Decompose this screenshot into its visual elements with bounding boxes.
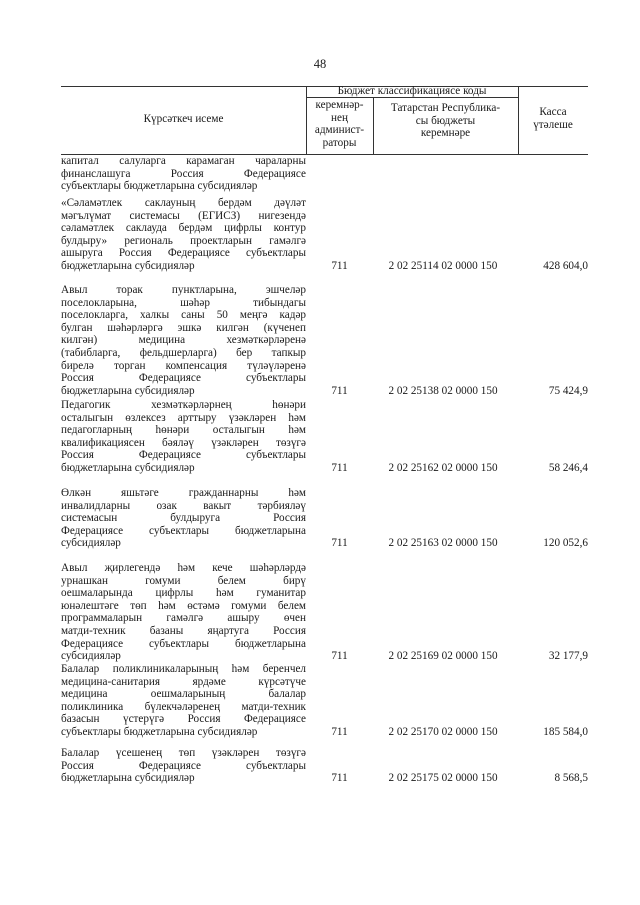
row-text-line: медицина оешмаларының балалар <box>61 688 306 701</box>
row-text-line: субъектлары бюджетларына субсидияләр <box>61 180 258 193</box>
row-administrator-code: 711 <box>331 772 348 785</box>
row-administrator-code: 711 <box>331 384 348 397</box>
row-text-line: бюджетларына субсидияләр <box>61 772 195 785</box>
page-number: 48 <box>313 57 327 71</box>
row-cash-amount: 32 177,9 <box>548 650 588 663</box>
table-row <box>61 562 306 663</box>
row-text-line: Балалар поликлиникаларының һәм беренчел <box>61 663 306 675</box>
row-text-line: Авыл торак пунктларына, эшчеләр <box>61 284 306 296</box>
row-text-line: Россия Федерациясе субъектлары <box>61 449 306 462</box>
row-cash-amount: 58 246,4 <box>548 462 588 474</box>
row-text-line: бюджетларына субсидияләр <box>61 461 195 474</box>
row-administrator-code: 711 <box>331 462 348 474</box>
table-row <box>61 487 306 550</box>
header-cash-execution: Касса үтәлеше <box>533 106 573 131</box>
row-text-line: матди-техник базаны яңартуга Россия <box>61 624 306 637</box>
row-text-line: мәгълүмат системасы (ЕГИСЗ) нигезендә <box>61 209 306 222</box>
row-administrator-code: 711 <box>331 260 348 272</box>
table-row <box>61 197 306 273</box>
row-text-line: килгән) медицина хезмәткәрләренә <box>61 334 306 347</box>
table-row <box>61 155 306 193</box>
row-administrator-code: 711 <box>331 537 348 550</box>
row-text-line: «Сәламәтлек саклауның бердәм дәүләт <box>61 197 306 209</box>
row-text-line: субсидияләр <box>61 650 121 663</box>
row-text-line: инвалидларны озак вакыт тәрбияләү <box>61 499 306 512</box>
table-row <box>61 663 306 739</box>
row-text-line: урнашкан гомуми белем бирү <box>61 574 306 587</box>
row-text-line: поселокларга, халкы саны 50 меңгә кадәр <box>61 309 306 322</box>
row-classification-code: 2 02 25162 02 0000 150 <box>388 462 498 474</box>
row-text-line: программаларын гамәлгә ашыру өчен <box>61 612 306 625</box>
row-classification-code: 2 02 25163 02 0000 150 <box>388 537 498 550</box>
table-row <box>61 399 306 475</box>
row-text-line: квалификациясен бәяләү үзәкләрен төзүгә <box>61 436 306 449</box>
row-text-line: булдыру» региональ проектларын гамәлгә <box>61 234 306 247</box>
row-text-line: базасын үстерүгә Россия Федерациясе <box>61 713 306 726</box>
row-text-line: капитал салуларга карамаган чараларны <box>61 155 306 167</box>
row-text-line: Балалар үсешенең төп үзәкләрен төзүгә <box>61 747 306 759</box>
row-text-line: (табибларга, фельдшерларга) бер тапкыр <box>61 346 306 359</box>
row-text-line: осталыгын өзлексез арттыру үзәкләрен һәм <box>61 411 306 424</box>
header-administrator: керемнәр- нең админист- раторы <box>314 99 365 149</box>
row-cash-amount: 185 584,0 <box>543 726 588 738</box>
row-text-line: системасын булдыруга Россия <box>61 512 306 525</box>
row-text-line: оешмаларында цифрлы һәм гуманитар <box>61 587 306 600</box>
row-text-line: субсидияләр <box>61 537 121 550</box>
row-text-line: сәламәтлек саклауда бердәм цифрлы контур <box>61 222 306 235</box>
row-classification-code: 2 02 25138 02 0000 150 <box>388 384 498 397</box>
row-text-line: ашыруга Россия Федерациясе субъектлары <box>61 247 306 260</box>
row-text-line: субъектлары бюджетларына субсидияләр <box>61 725 258 738</box>
row-text-line: Федерациясе субъектлары бюджетларына <box>61 524 306 537</box>
row-text-line: булган шәһәрләргә эшкә килгән (күченеп <box>61 321 306 334</box>
row-text-line: Россия Федерациясе субъектлары <box>61 759 306 772</box>
row-text-line: поселокларына, шәһәр тибындагы <box>61 296 306 309</box>
row-text-line: Авыл җирлегендә һәм кече шәһәрләрдә <box>61 562 306 574</box>
table-row <box>61 284 306 397</box>
row-text-line: поликлиника бүлекчәләренең матди-техник <box>61 700 306 713</box>
row-text-line: Федерациясе субъектлары бюджетларына <box>61 637 306 650</box>
row-classification-code: 2 02 25169 02 0000 150 <box>388 650 498 663</box>
row-cash-amount: 428 604,0 <box>543 260 588 272</box>
row-text-line: педагогларның һөнәри осталыгын һәм <box>61 424 306 437</box>
table-row <box>61 747 306 785</box>
row-administrator-code: 711 <box>331 650 348 663</box>
row-text-line: Россия Федерациясе субъектлары <box>61 372 306 385</box>
row-cash-amount: 120 052,6 <box>543 537 588 550</box>
header-budget-classification: Бюджет классификациясе коды <box>337 85 487 97</box>
table-header <box>61 86 588 154</box>
row-text-line: юнәлештәге төп һәм өстәмә гомуми белем <box>61 599 306 612</box>
header-tatarstan-revenues: Татарстан Республика- сы бюджеты керемнәре <box>390 102 501 140</box>
header-indicator-name: Күрсәткеч исеме <box>143 113 224 125</box>
row-text-line: Өлкән яшьтәге гражданнарны һәм <box>61 487 306 499</box>
row-text-line: Педагогик хезмәткәрләрнең һөнәри <box>61 399 306 411</box>
row-cash-amount: 75 424,9 <box>548 384 588 397</box>
row-classification-code: 2 02 25114 02 0000 150 <box>388 260 498 272</box>
row-administrator-code: 711 <box>331 726 348 738</box>
row-text-line: бюджетларына субсидияләр <box>61 384 195 397</box>
row-text-line: бюджетларына субсидияләр <box>61 259 195 272</box>
row-text-line: финанслашуга Россия Федерациясе <box>61 167 306 180</box>
row-classification-code: 2 02 25170 02 0000 150 <box>388 726 498 738</box>
row-classification-code: 2 02 25175 02 0000 150 <box>388 772 498 785</box>
row-text-line: бирелә торган компенсация түләүләренә <box>61 359 306 372</box>
row-text-line: медицина-санитария ярдәме күрсәтүче <box>61 675 306 688</box>
row-cash-amount: 8 568,5 <box>554 772 588 785</box>
